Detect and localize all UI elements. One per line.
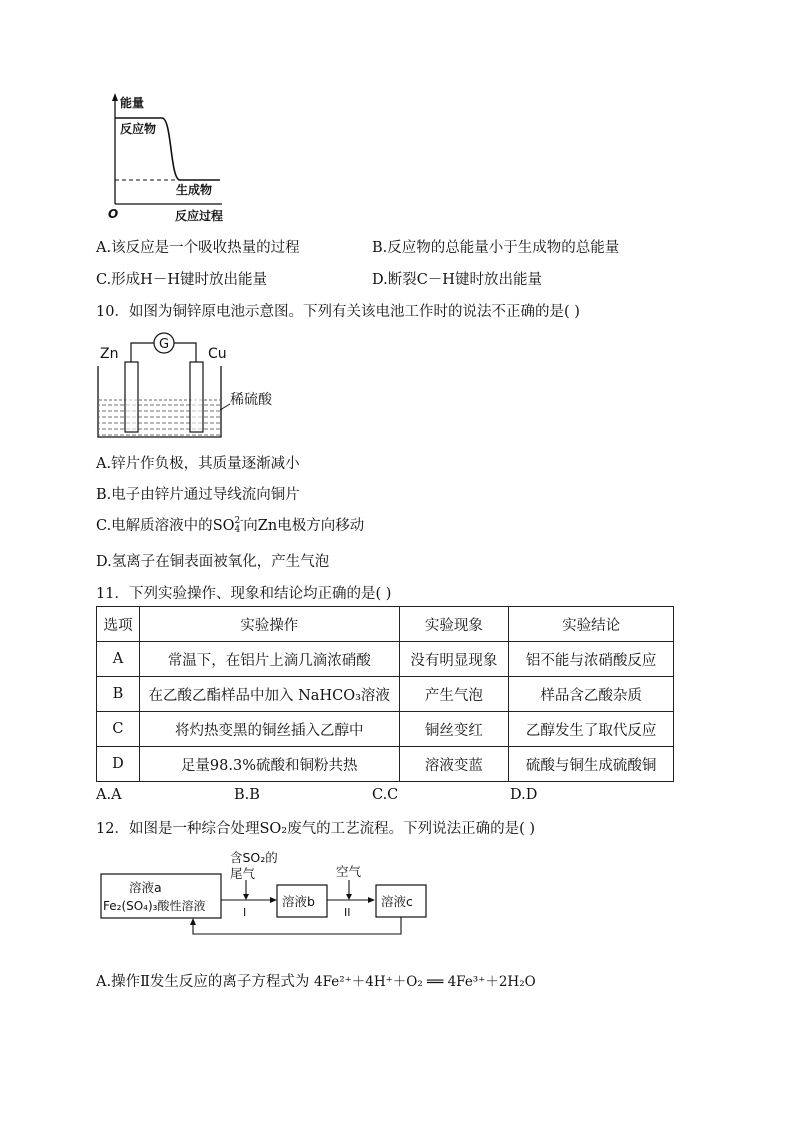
table-cell: D (97, 747, 140, 782)
table-cell: 硫酸与铜生成硫酸铜 (509, 747, 674, 782)
product-label: 生成物 (176, 183, 213, 197)
experiment-table (96, 606, 674, 782)
table-cell: 将灼热变黑的铜丝插入乙醇中 (139, 712, 399, 747)
acid-label: 稀硫酸 (230, 392, 272, 408)
solution-a-label: 溶液a (129, 880, 162, 895)
solution-c-label: 溶液c (381, 894, 413, 909)
step-2-label: II (344, 906, 351, 919)
q12-option-a-equation: 4Fe²⁺＋4H⁺＋O₂ ══ 4Fe³⁺＋2H₂O (314, 974, 536, 990)
table-header-row (97, 607, 674, 642)
cu-electrode-label: Cu (208, 346, 227, 362)
q11-choice-a: A.A (96, 787, 122, 803)
header-phenomenon: 实验现象 (399, 607, 509, 642)
reactant-label: 反应物 (120, 122, 157, 136)
step-1-label: I (243, 906, 247, 919)
energy-axis-label: 能量 (120, 96, 145, 110)
table-row (97, 677, 674, 712)
q12-option-a-pre: A.操作Ⅱ发生反应的离子方程式为 (96, 974, 310, 990)
q10-option-d: D.氢离子在铜表面被氧化，产生气泡 (96, 554, 330, 570)
table-cell: 在乙酸乙酯样品中加入 NaHCO₃溶液 (139, 677, 399, 712)
table-cell: 乙醇发生了取代反应 (509, 712, 674, 747)
q12-stem: 12．如图是一种综合处理SO₂废气的工艺流程。下列说法正确的是( ) (96, 821, 536, 837)
table-cell: 产生气泡 (399, 677, 509, 712)
table-cell: A (97, 642, 140, 677)
so2-tail-gas-label-2: 尾气 (230, 866, 256, 881)
table-cell: 溶液变蓝 (399, 747, 509, 782)
header-operation: 实验操作 (139, 607, 399, 642)
solution-a-formula: Fe₂(SO₄)₃酸性溶液 (103, 899, 206, 913)
table-cell: 足量98.3%硫酸和铜粉共热 (139, 747, 399, 782)
table-cell: 铝不能与浓硝酸反应 (509, 642, 674, 677)
header-conclusion: 实验结论 (509, 607, 674, 642)
table-cell: C (97, 712, 140, 747)
energy-diagram (100, 92, 250, 228)
q9-option-c: C.形成H－H键时放出能量 (96, 272, 267, 288)
table-row (97, 747, 674, 782)
galvanometer-label: G (159, 337, 170, 352)
q11-choice-b: B.B (234, 787, 260, 803)
process-flow-diagram (96, 846, 436, 941)
table-cell: 样品含乙酸杂质 (509, 677, 674, 712)
q9-option-b: B.反应物的总能量小于生成物的总能量 (372, 240, 620, 256)
solution-b-label: 溶液b (282, 894, 315, 909)
q11-choice-d: D.D (510, 787, 538, 803)
q9-option-d: D.断裂C－H键时放出能量 (372, 272, 542, 288)
so2-tail-gas-label-1: 含SO₂的 (230, 850, 278, 865)
table-row (97, 642, 674, 677)
q10-option-b: B.电子由锌片通过导线流向铜片 (96, 487, 300, 503)
galvanic-cell-diagram (96, 330, 296, 440)
q12-option-a (96, 970, 536, 991)
table-row (97, 712, 674, 747)
q10-option-c-pre: C.电解质溶液中的 (96, 518, 213, 534)
table-cell: 没有明显现象 (399, 642, 509, 677)
q10-option-c-post: 向Zn电极方向移动 (243, 518, 365, 534)
q9-option-a: A.该反应是一个吸收热量的过程 (96, 240, 300, 256)
q10-option-c (96, 514, 364, 535)
origin-label: O (108, 207, 119, 221)
q10-option-a: A.锌片作负极，其质量逐渐减小 (96, 456, 300, 472)
sulfate-ion: SO 2- 4 (212, 516, 244, 535)
process-axis-label: 反应过程 (175, 209, 224, 223)
zn-electrode-label: Zn (100, 346, 119, 362)
table-cell: 常温下，在铝片上滴几滴浓硝酸 (139, 642, 399, 677)
header-option: 选项 (97, 607, 140, 642)
q10-stem: 10．如图为铜锌原电池示意图。下列有关该电池工作时的说法不正确的是( ) (96, 304, 580, 320)
q11-stem: 11．下列实验操作、现象和结论均正确的是( ) (96, 586, 392, 602)
table-cell: 铜丝变红 (399, 712, 509, 747)
q11-choice-c: C.C (372, 787, 399, 803)
table-cell: B (97, 677, 140, 712)
air-label: 空气 (336, 864, 362, 879)
